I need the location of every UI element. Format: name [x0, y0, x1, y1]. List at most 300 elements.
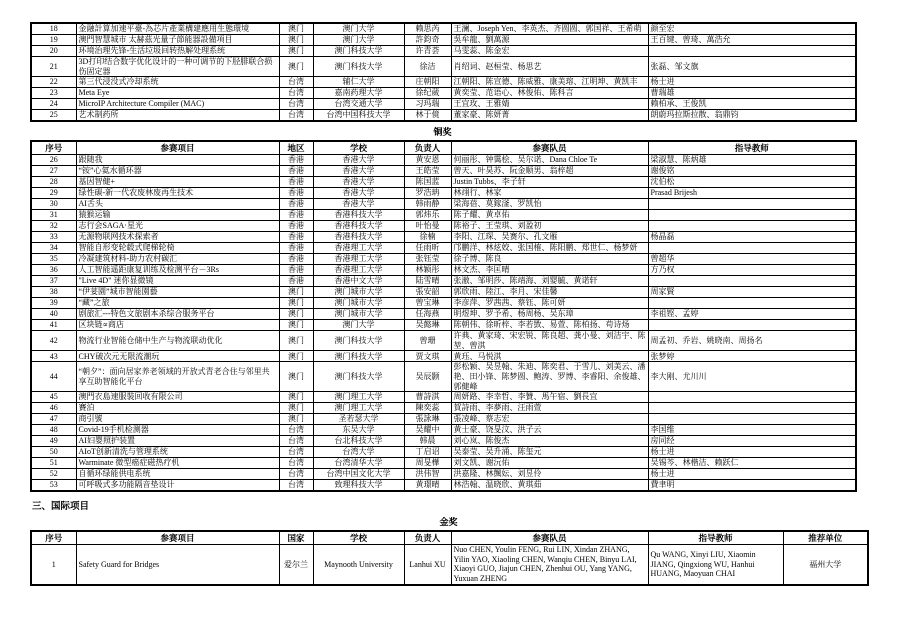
table-row: [31, 99, 856, 110]
cell-advisors: 李大刚、尤川川: [648, 362, 856, 392]
cell-region: 澳门: [279, 362, 313, 392]
cell-leader: 郭炜乐: [404, 210, 451, 221]
cell-region: 香港: [279, 265, 313, 276]
table-row: [31, 35, 856, 46]
cell-no: 44: [31, 362, 76, 392]
cell-project: “藏”之旅: [76, 298, 279, 309]
table-row: [31, 46, 856, 57]
cell-advisors: 周家賢: [648, 287, 856, 298]
cell-project: 区块链∝商店: [76, 320, 279, 331]
cell-school: 澳门大学: [313, 320, 404, 331]
cell-advisors: [648, 276, 856, 287]
cell-leader: 黄璟晴: [404, 480, 451, 492]
table-row: [31, 351, 856, 362]
cell-school: 澳门科技大学: [313, 362, 404, 392]
cell-no: 37: [31, 276, 76, 287]
cell-members: 賀詩雨、李夢雨、汪雨萱: [451, 403, 648, 414]
cell-project: 无源物联网技术探索者: [76, 232, 279, 243]
cell-no: 23: [31, 88, 76, 99]
cell-region: 澳门: [279, 403, 313, 414]
cell-project: 猿猴运输: [76, 210, 279, 221]
cell-advisors: [648, 199, 856, 210]
cell-leader: 赖思芮: [404, 23, 451, 35]
column-header-recommender: 推荐单位: [783, 531, 868, 545]
column-header-project: 参赛项目: [76, 531, 279, 545]
cell-region: 香港: [279, 177, 313, 188]
cell-region: 台湾: [279, 88, 313, 99]
cell-no: 27: [31, 166, 76, 177]
cell-members: 彭松颖、吴昱翰、朱迪、陈奕君、于雪儿、刘美云、潘艳、田小锋、陈梦圆、鲍涛、罗博、李睿阳、余俊雄、郭健峰: [451, 362, 648, 392]
cell-advisors: 杨士进: [648, 447, 856, 458]
cell-project: 3D打印结合数字优化设计的一种可调节的下胫腓联合损伤固定器: [76, 57, 279, 77]
cell-members: 张澈、邹明莎、陈靖海、刘婴毓、黄诺轩: [451, 276, 648, 287]
cell-no: 50: [31, 447, 76, 458]
cell-school: 台湾中国科技大学: [313, 110, 404, 122]
cell-no: 48: [31, 425, 76, 436]
column-header-advisors: 指导教师: [648, 531, 783, 545]
column-header-no: 序号: [31, 141, 76, 155]
cell-region: 香港: [279, 221, 313, 232]
cell-advisors: [648, 46, 856, 57]
cell-school: 香港理工大学: [313, 254, 404, 265]
cell-leader: 張安韶: [404, 287, 451, 298]
cell-members: 刘文凯、谢沅佑: [451, 458, 648, 469]
cell-project: 澳門智慧城市 太赫茲光量子節能器設備項目: [76, 35, 279, 46]
cell-region: 台湾: [279, 469, 313, 480]
cell-members: 王澜、Joseph Yen、李英杰、齐圆圆、郭国祥、王希萌: [451, 23, 648, 35]
table-row: [31, 545, 868, 585]
cell-school: Maynooth University: [313, 545, 404, 585]
cell-leader: 王皓莹: [404, 166, 451, 177]
cell-region: 台湾: [279, 458, 313, 469]
cell-no: 42: [31, 331, 76, 351]
cell-school: 香港科技大学: [313, 232, 404, 243]
table-row: [31, 155, 856, 166]
column-header-school: 学校: [313, 531, 404, 545]
cell-leader: 林颖彤: [404, 265, 451, 276]
cell-advisors: 赖柏承、王俊凯: [648, 99, 856, 110]
cell-members: 李阳、江琛、吴赛尔、孔文雁: [451, 232, 648, 243]
cell-members: 肖绍词、赵桓莹、杨思艺: [451, 57, 648, 77]
gold-award-label: 金奖: [439, 517, 458, 528]
cell-members: 何丽彤、钟霭桧、吴尔诺、Dana Chloe Te: [451, 155, 648, 166]
cell-project: 賽泊: [76, 403, 279, 414]
column-header-leader: 负责人: [404, 531, 451, 545]
cell-leader: 吴辰颢: [404, 362, 451, 392]
cell-project: 物流行业智能仓储中生产与物流联动优化: [76, 331, 279, 351]
cell-school: 香港大学: [313, 188, 404, 199]
cell-advisors: 曹瑞雄: [648, 88, 856, 99]
table-row: [31, 309, 856, 320]
cell-members: 梁海蓓、莫鎵滏、罗凯怡: [451, 199, 648, 210]
cell-region: 台湾: [279, 99, 313, 110]
table-row: [31, 243, 856, 254]
table-row: [31, 77, 856, 88]
table-row: [31, 469, 856, 480]
cell-no: 53: [31, 480, 76, 492]
cell-advisors: Qu WANG, Xinyi LIU, Xiaomin JIANG, Qingxiong WU, Hanhui HUANG, Maoyuan CHAI: [648, 545, 783, 585]
cell-school: 嘉南药理大学: [313, 88, 404, 99]
cell-region: 澳门: [279, 320, 313, 331]
cell-advisors: 吴锡芩、林楷洁、赖跃仁: [648, 458, 856, 469]
cell-no: 41: [31, 320, 76, 331]
cell-leader: 张钰莹: [404, 254, 451, 265]
table-row: [31, 254, 856, 265]
cell-leader: 任雨昕: [404, 243, 451, 254]
cell-advisors: Prasad Brijesh: [648, 188, 856, 199]
cell-members: 马雯蕊、陈金宏: [451, 46, 648, 57]
cell-school: 澳门理工大学: [313, 403, 404, 414]
cell-school: 台北科技大学: [313, 436, 404, 447]
cell-advisors: 周孟初、乔岩、姚晓南、周扬名: [648, 331, 856, 351]
cell-school: 香港理工大学: [313, 265, 404, 276]
cell-project: 剧旅汇---特色文旅剧本杀综合服务平台: [76, 309, 279, 320]
cell-leader: 許鈞奇: [404, 35, 451, 46]
cell-school: 台湾交通大学: [313, 99, 404, 110]
cell-leader: 曹詩淇: [404, 392, 451, 403]
cell-school: 东吴大学: [313, 425, 404, 436]
continued-award-table: [30, 22, 857, 122]
cell-school: 台湾大学: [313, 447, 404, 458]
cell-no: 32: [31, 221, 76, 232]
cell-school: 圣若瑟大学: [313, 414, 404, 425]
cell-advisors: 张梦婷: [648, 351, 856, 362]
cell-leader: 陈国蓝: [404, 177, 451, 188]
cell-school: 香港大学: [313, 199, 404, 210]
cell-region: 澳门: [279, 23, 313, 35]
cell-advisors: [648, 210, 856, 221]
cell-advisors: 颜至宏: [648, 23, 856, 35]
cell-members: 黄珏、马悦淇: [451, 351, 648, 362]
cell-leader: 许青荟: [404, 46, 451, 57]
cell-advisors: 杨晶磊: [648, 232, 856, 243]
cell-members: 曾天、叶昊苏、阮金顺男、翁梓超: [451, 166, 648, 177]
column-header-leader: 负责人: [404, 141, 451, 155]
cell-members: 江朝阳、陈宣德、陈威雅、康美瑢、江明坤、黄凯丰: [451, 77, 648, 88]
cell-members: 周妍路、李幸哲、李贊、馬午宿、劉長宜: [451, 392, 648, 403]
cell-leader: 林于傹: [404, 110, 451, 122]
cell-project: Safety Guard for Bridges: [76, 545, 279, 585]
cell-project: 环境治理先锋-生活垃圾回转热解处理系统: [76, 46, 279, 57]
cell-members: 董家豪、陈妍菁: [451, 110, 648, 122]
cell-no: 18: [31, 23, 76, 35]
table-row: [31, 177, 856, 188]
cell-no: 43: [31, 351, 76, 362]
cell-project: "Live 4D" 迷你显微镜: [76, 276, 279, 287]
cell-advisors: 曾超华: [648, 254, 856, 265]
table-row: [31, 287, 856, 298]
cell-advisors: 方乃权: [648, 265, 856, 276]
cell-school: 台湾中国文化大学: [313, 469, 404, 480]
column-header-country: 国家: [279, 531, 313, 545]
cell-leader: 洪伟智: [404, 469, 451, 480]
cell-members: 張凌峰、蔡志宏: [451, 414, 648, 425]
cell-school: 香港大学: [313, 166, 404, 177]
cell-leader: Lanhui XU: [404, 545, 451, 585]
table-row: [31, 298, 856, 309]
cell-region: 台湾: [279, 77, 313, 88]
column-header-members: 参赛队员: [451, 141, 648, 155]
cell-no: 31: [31, 210, 76, 221]
cell-leader: 韩晨: [404, 436, 451, 447]
cell-project: MicroIP Architecture Compiler (MAC): [76, 99, 279, 110]
cell-region: 香港: [279, 210, 313, 221]
cell-members: 洪嘉隆、林颽妘、刘昱伶: [451, 469, 648, 480]
table-row: [31, 458, 856, 469]
cell-project: “朝夕”：面向居家养老领域的开放式青老合住与邻里共享互助智能化平台: [76, 362, 279, 392]
cell-no: 25: [31, 110, 76, 122]
cell-advisors: [648, 392, 856, 403]
cell-leader: 叶怡曼: [404, 221, 451, 232]
cell-leader: 丁启诏: [404, 447, 451, 458]
table-row: [31, 414, 856, 425]
table-row: [31, 221, 856, 232]
cell-project: 智能自形变轮毂式爬梯轮椅: [76, 243, 279, 254]
table-header-row: [31, 531, 868, 545]
column-header-school: 学校: [313, 141, 404, 155]
cell-leader: 陳奕蕊: [404, 403, 451, 414]
column-header-region: 地区: [279, 141, 313, 155]
cell-region: 香港: [279, 232, 313, 243]
cell-members: 黄奕莹、范语心、林俊佑、陈科言: [451, 88, 648, 99]
table-row: [31, 23, 856, 35]
cell-no: 22: [31, 77, 76, 88]
cell-advisors: 朗蔚玛拉斯拉散、翁鼎钧: [648, 110, 856, 122]
cell-region: 台湾: [279, 425, 313, 436]
cell-no: 36: [31, 265, 76, 276]
cell-no: 30: [31, 199, 76, 210]
cell-project: 可呼吸式多功能隔音垫设计: [76, 480, 279, 492]
cell-advisors: 房同经: [648, 436, 856, 447]
cell-school: 澳门科技大学: [313, 57, 404, 77]
cell-no: 24: [31, 99, 76, 110]
table-row: [31, 425, 856, 436]
cell-project: 绿性碳-新一代农废林废再生技术: [76, 188, 279, 199]
cell-leader: 习玛瑞: [404, 99, 451, 110]
cell-project: Covid-19手机检测器: [76, 425, 279, 436]
cell-leader: 黄安恩: [404, 155, 451, 166]
cell-members: 陈朝伟、徐昕梓、李若敳、易萱、陈柏扬、苟诗炀: [451, 320, 648, 331]
column-header-project: 参赛项目: [76, 141, 279, 155]
cell-region: 香港: [279, 188, 313, 199]
cell-leader: 庄朝阳: [404, 77, 451, 88]
cell-school: 澳门城市大学: [313, 287, 404, 298]
cell-no: 51: [31, 458, 76, 469]
cell-school: 香港理工大学: [313, 243, 404, 254]
cell-project: 金融計算加速平臺-為芯片產業構建應用生態環境: [76, 23, 279, 35]
cell-advisors: 沈伯松: [648, 177, 856, 188]
cell-leader: 罗浩珃: [404, 188, 451, 199]
cell-project: AI舌头: [76, 199, 279, 210]
cell-project: 人工智能遥距康复训练及检测平台－3Rs: [76, 265, 279, 276]
cell-region: 香港: [279, 243, 313, 254]
cell-school: 致理科技大学: [313, 480, 404, 492]
cell-no: 52: [31, 469, 76, 480]
table-row: [31, 166, 856, 177]
international-table: [30, 530, 869, 585]
cell-no: 35: [31, 254, 76, 265]
cell-members: 陈子耀、黄卓佑: [451, 210, 648, 221]
cell-leader: 吴懿琳: [404, 320, 451, 331]
cell-project: 澳門衣島速服裝回收有限公司: [76, 392, 279, 403]
cell-project: “伊荽園”城市智能園藝: [76, 287, 279, 298]
cell-school: 香港中文大学: [313, 276, 404, 287]
cell-project: 基因智健+: [76, 177, 279, 188]
cell-region: 澳门: [279, 414, 313, 425]
cell-advisors: [648, 243, 856, 254]
cell-no: 40: [31, 309, 76, 320]
cell-country: 爱尔兰: [279, 545, 313, 585]
cell-members: 林浩翰、温晓欣、黄琪茹: [451, 480, 648, 492]
cell-school: 澳门城市大学: [313, 309, 404, 320]
section-heading-international: 三、国际项目: [32, 502, 90, 513]
cell-recommender: 福州大学: [783, 545, 868, 585]
cell-project: 第三代浸没式冷却系统: [76, 77, 279, 88]
cell-leader: 贾文琪: [404, 351, 451, 362]
table-row: [31, 447, 856, 458]
cell-advisors: 費聿明: [648, 480, 856, 492]
cell-members: 林文杰、李匡晴: [451, 265, 648, 276]
cell-school: 香港大学: [313, 155, 404, 166]
cell-advisors: 谢俊铭: [648, 166, 856, 177]
cell-school: 辅仁大学: [313, 77, 404, 88]
cell-project: 冷凝建筑材料-助力农村碳汇: [76, 254, 279, 265]
table-row: [31, 232, 856, 243]
table-header-row: [31, 141, 856, 155]
table-row: [31, 276, 856, 287]
cell-members: Nuo CHEN, Youlin FENG, Rui LIN, Xindan ZHANG, Yilin YAO, Xiaoling CHEN, Wanqiu CHEN, Binyu LAI, Xiaoyi GUO, Jiajun CHEN, Zhenhui OU, Yang YANG, Yuxuan ZHENG: [451, 545, 648, 585]
cell-region: 香港: [279, 276, 313, 287]
cell-region: 澳门: [279, 57, 313, 77]
cell-leader: 曾宝琳: [404, 298, 451, 309]
cell-region: 澳门: [279, 309, 313, 320]
cell-region: 澳门: [279, 46, 313, 57]
cell-members: 林翊行、林家: [451, 188, 648, 199]
cell-project: 商引號: [76, 414, 279, 425]
cell-leader: 陆雪晴: [404, 276, 451, 287]
table-row: [31, 188, 856, 199]
cell-leader: 徐洁: [404, 57, 451, 77]
cell-advisors: 李祖铿、孟婷: [648, 309, 856, 320]
cell-region: 香港: [279, 155, 313, 166]
table-row: [31, 110, 856, 122]
cell-leader: 曾珊: [404, 331, 451, 351]
cell-advisors: 梁淑慧、陈炳雄: [648, 155, 856, 166]
cell-project: AIoT创新清洗与管理系统: [76, 447, 279, 458]
cell-advisors: [648, 414, 856, 425]
cell-members: 李彦萍、罗茜茜、蔡钰、陈可妍: [451, 298, 648, 309]
cell-members: 邝鹏洋、林炫姣、张国榷、陈阳鹏、郑世仁、杨梦妍: [451, 243, 648, 254]
cell-advisors: [648, 320, 856, 331]
table-row: [31, 480, 856, 492]
column-header-members: 参赛队员: [451, 531, 648, 545]
cell-members: 徐子博、陈良: [451, 254, 648, 265]
cell-leader: 徐纪葳: [404, 88, 451, 99]
cell-members: Justin Tubbs、李子轩: [451, 177, 648, 188]
cell-members: 吴泰莹、吴升涌、陈玺元: [451, 447, 648, 458]
cell-region: 台湾: [279, 110, 313, 122]
cell-school: 澳门科技大学: [313, 351, 404, 362]
cell-school: 香港大学: [313, 177, 404, 188]
cell-advisors: 杨士进: [648, 469, 856, 480]
table-row: [31, 362, 856, 392]
cell-project: 志行会SAGA·星光: [76, 221, 279, 232]
cell-region: 澳门: [279, 331, 313, 351]
cell-no: 29: [31, 188, 76, 199]
table-row: [31, 436, 856, 447]
table-row: [31, 403, 856, 414]
cell-region: 澳门: [279, 392, 313, 403]
cell-advisors: 张磊、邹文旗: [648, 57, 856, 77]
cell-members: 吳牟龍、劉萬源: [451, 35, 648, 46]
cell-region: 澳门: [279, 298, 313, 309]
cell-advisors: [648, 221, 856, 232]
cell-advisors: 王百键、曾琦、萬浩允: [648, 35, 856, 46]
table-row: [31, 265, 856, 276]
cell-leader: 吴耀中: [404, 425, 451, 436]
cell-project: Warminate 微型癌症磁热疗机: [76, 458, 279, 469]
cell-no: 20: [31, 46, 76, 57]
cell-members: 明煜坤、罗予希、杨周杨、吴东璋: [451, 309, 648, 320]
cell-advisors: 李国维: [648, 425, 856, 436]
cell-no: 47: [31, 414, 76, 425]
column-header-advisors: 指导教师: [648, 141, 856, 155]
cell-no: 33: [31, 232, 76, 243]
table-row: [31, 199, 856, 210]
cell-region: 台湾: [279, 447, 313, 458]
table-row: [31, 210, 856, 221]
cell-region: 澳门: [279, 351, 313, 362]
cell-members: 许典、黄家琦、宋宏锐、陈良超、龚小曼、刘洁宇、陈堃、曾淇: [451, 331, 648, 351]
cell-region: 台湾: [279, 436, 313, 447]
cell-no: 28: [31, 177, 76, 188]
table-row: [31, 88, 856, 99]
bronze-award-table: [30, 140, 857, 492]
table-row: [31, 331, 856, 351]
cell-leader: 徐楠: [404, 232, 451, 243]
cell-region: 澳门: [279, 35, 313, 46]
cell-project: 跟随我: [76, 155, 279, 166]
cell-no: 34: [31, 243, 76, 254]
cell-project: “铵”心氦水循环器: [76, 166, 279, 177]
cell-region: 香港: [279, 166, 313, 177]
cell-project: AI妇婴照护装置: [76, 436, 279, 447]
cell-school: 澳门城市大学: [313, 298, 404, 309]
cell-region: 香港: [279, 254, 313, 265]
cell-no: 26: [31, 155, 76, 166]
cell-school: 澳门科技大学: [313, 331, 404, 351]
cell-leader: 張詠琳: [404, 414, 451, 425]
cell-no: 38: [31, 287, 76, 298]
cell-advisors: [648, 403, 856, 414]
cell-region: 香港: [279, 199, 313, 210]
cell-members: 黄士豪、饶旻汶、洪子云: [451, 425, 648, 436]
cell-leader: 任海燕: [404, 309, 451, 320]
cell-school: 澳门大学: [313, 35, 404, 46]
cell-school: 台湾清华大学: [313, 458, 404, 469]
cell-members: 王宜玫、王雅婧: [451, 99, 648, 110]
table-row: [31, 320, 856, 331]
cell-no: 46: [31, 403, 76, 414]
table-row: [31, 392, 856, 403]
cell-leader: 周旻樺: [404, 458, 451, 469]
cell-advisors: [648, 298, 856, 309]
cell-members: 郭欣雨、陸江、李月、宋佳馨: [451, 287, 648, 298]
cell-no: 21: [31, 57, 76, 77]
cell-school: 香港科技大学: [313, 221, 404, 232]
cell-project: 艺术制药所: [76, 110, 279, 122]
cell-members: 陈裕子、王莹琪、刘盈初: [451, 221, 648, 232]
